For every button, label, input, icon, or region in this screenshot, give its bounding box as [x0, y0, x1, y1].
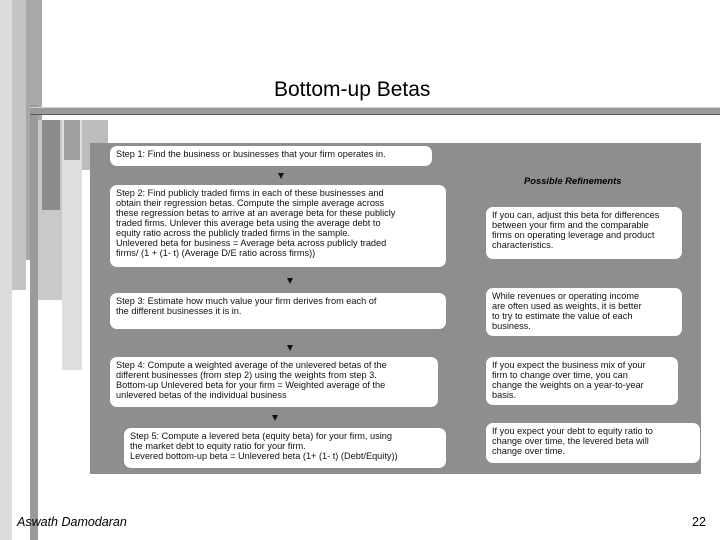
- step-3-box: [110, 293, 446, 329]
- step-5-box: [124, 428, 446, 468]
- step-2-line: equity ratio across the publicly traded firms in the sample.: [116, 228, 350, 238]
- decorative-bar: [42, 120, 60, 210]
- step-2-box: [110, 185, 446, 267]
- page-number: 22: [692, 515, 706, 529]
- refinement-3-box: [486, 357, 678, 405]
- step-2-line: obtain their regression betas. Compute the simple average across: [116, 198, 385, 208]
- decorative-bar: [64, 120, 80, 160]
- refinement-line: If you expect the business mix of your: [492, 360, 646, 370]
- step-1-line: Step 1: Find the business or businesses that your firm operates in.: [116, 149, 386, 159]
- step-4-box: [110, 357, 438, 407]
- step-3-line: Step 3: Estimate how much value your firm derives from each of: [116, 296, 377, 306]
- flow-arrow: [287, 278, 293, 284]
- page-title: Bottom-up Betas: [274, 78, 431, 101]
- decorative-bar: [12, 0, 26, 290]
- refinement-line: basis.: [492, 390, 517, 400]
- step-4-line: Bottom-up Unlevered beta for your firm = Weighted average of the: [116, 380, 386, 390]
- refinement-4-box: [486, 423, 700, 463]
- refinement-line: change the weights on a year-to-year: [492, 380, 644, 390]
- refinement-line: between your firm and the comparable: [492, 220, 649, 230]
- refinement-line: While revenues or operating income: [492, 291, 640, 301]
- refinement-2-box: [486, 288, 682, 336]
- step-5-line: the market debt to equity ratio for your firm.: [130, 441, 306, 451]
- step-4-line: unlevered betas of the individual business: [116, 390, 287, 400]
- decorative-bar: [30, 105, 38, 540]
- footer-author: Aswath Damodaran: [17, 515, 127, 529]
- flow-arrow: [272, 415, 278, 421]
- flow-arrow: [287, 345, 293, 351]
- step-2-line: traded firms. Unlever this average beta using the average debt to: [116, 218, 381, 228]
- refinement-line: to try to estimate the value of each: [492, 311, 633, 321]
- refinement-line: change over time.: [492, 446, 566, 456]
- refinement-1-box: [486, 207, 682, 259]
- refinement-line: If you can, adjust this beta for differences: [492, 210, 660, 220]
- refinement-line: are often used as weights, it is better: [492, 301, 642, 311]
- flow-arrow: [278, 173, 284, 179]
- step-3-line: the different businesses it is in.: [116, 306, 242, 316]
- step-4-line: Step 4: Compute a weighted average of the unlevered betas of the: [116, 360, 387, 370]
- refinement-line: firms on operating leverage and product: [492, 230, 655, 240]
- step-2-line: these regression betas to arrive at an average beta for these publicly: [116, 208, 396, 218]
- step-2-line: firms/ (1 + (1- t) (Average D/E ratio across firms)): [116, 248, 316, 258]
- refinement-line: characteristics.: [492, 240, 554, 250]
- refinement-line: If you expect your debt to equity ratio to: [492, 426, 653, 436]
- step-2-line: Unlevered beta for business = Average beta across publicly traded: [116, 238, 387, 248]
- title-rule: [30, 107, 720, 115]
- step-2-line: Step 2: Find publicly traded firms in each of these businesses and: [116, 188, 384, 198]
- step-4-line: different businesses (from step 2) using the weights from step 3.: [116, 370, 377, 380]
- refinements-heading: Possible Refinements: [524, 175, 622, 186]
- refinement-line: firm to change over time, you can: [492, 370, 628, 380]
- step-5-line: Levered bottom-up beta = Unlevered beta (1+ (1- t) (Debt/Equity)): [130, 451, 398, 461]
- refinement-line: business.: [492, 321, 531, 331]
- step-5-line: Step 5: Compute a levered beta (equity beta) for your firm, using: [130, 431, 392, 441]
- refinement-line: change over time, the levered beta will: [492, 436, 649, 446]
- decorative-bar: [0, 0, 12, 540]
- step-1-box: [110, 146, 432, 166]
